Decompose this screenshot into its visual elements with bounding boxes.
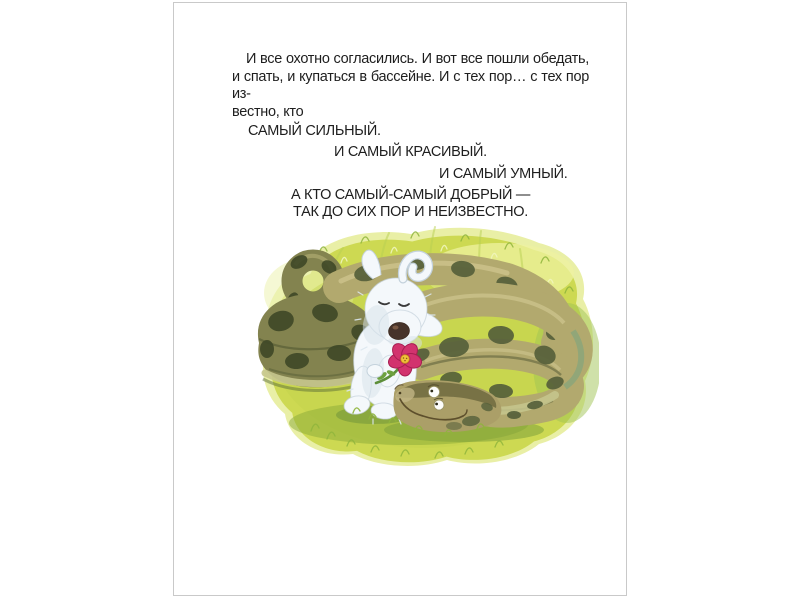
story-illustration (249, 223, 599, 468)
snake-nostril (399, 392, 402, 395)
emphasis-line: ТАК ДО СИХ ПОР И НЕИЗВЕСТНО. (293, 204, 528, 220)
paragraph-line: И все охотно согласились. И вот все пошли обедать, (246, 51, 589, 67)
emphasis-line: САМЫЙ СИЛЬНЫЙ. (248, 123, 381, 139)
emphasis-line: И САМЫЙ УМНЫЙ. (439, 166, 568, 182)
story-text (232, 51, 589, 222)
emphasis-line: И САМЫЙ КРАСИВЫЙ. (334, 143, 487, 160)
paragraph-line: вестно, кто (232, 103, 304, 120)
paragraph-line: и спать, и купаться в бассейне. И с тех пор… с тех пор из- (232, 68, 589, 102)
emphasis-line: А КТО САМЫЙ-САМЫЙ ДОБРЫЙ — (290, 186, 531, 203)
book-page (173, 2, 627, 596)
dog-paw-on-stem (367, 365, 383, 378)
